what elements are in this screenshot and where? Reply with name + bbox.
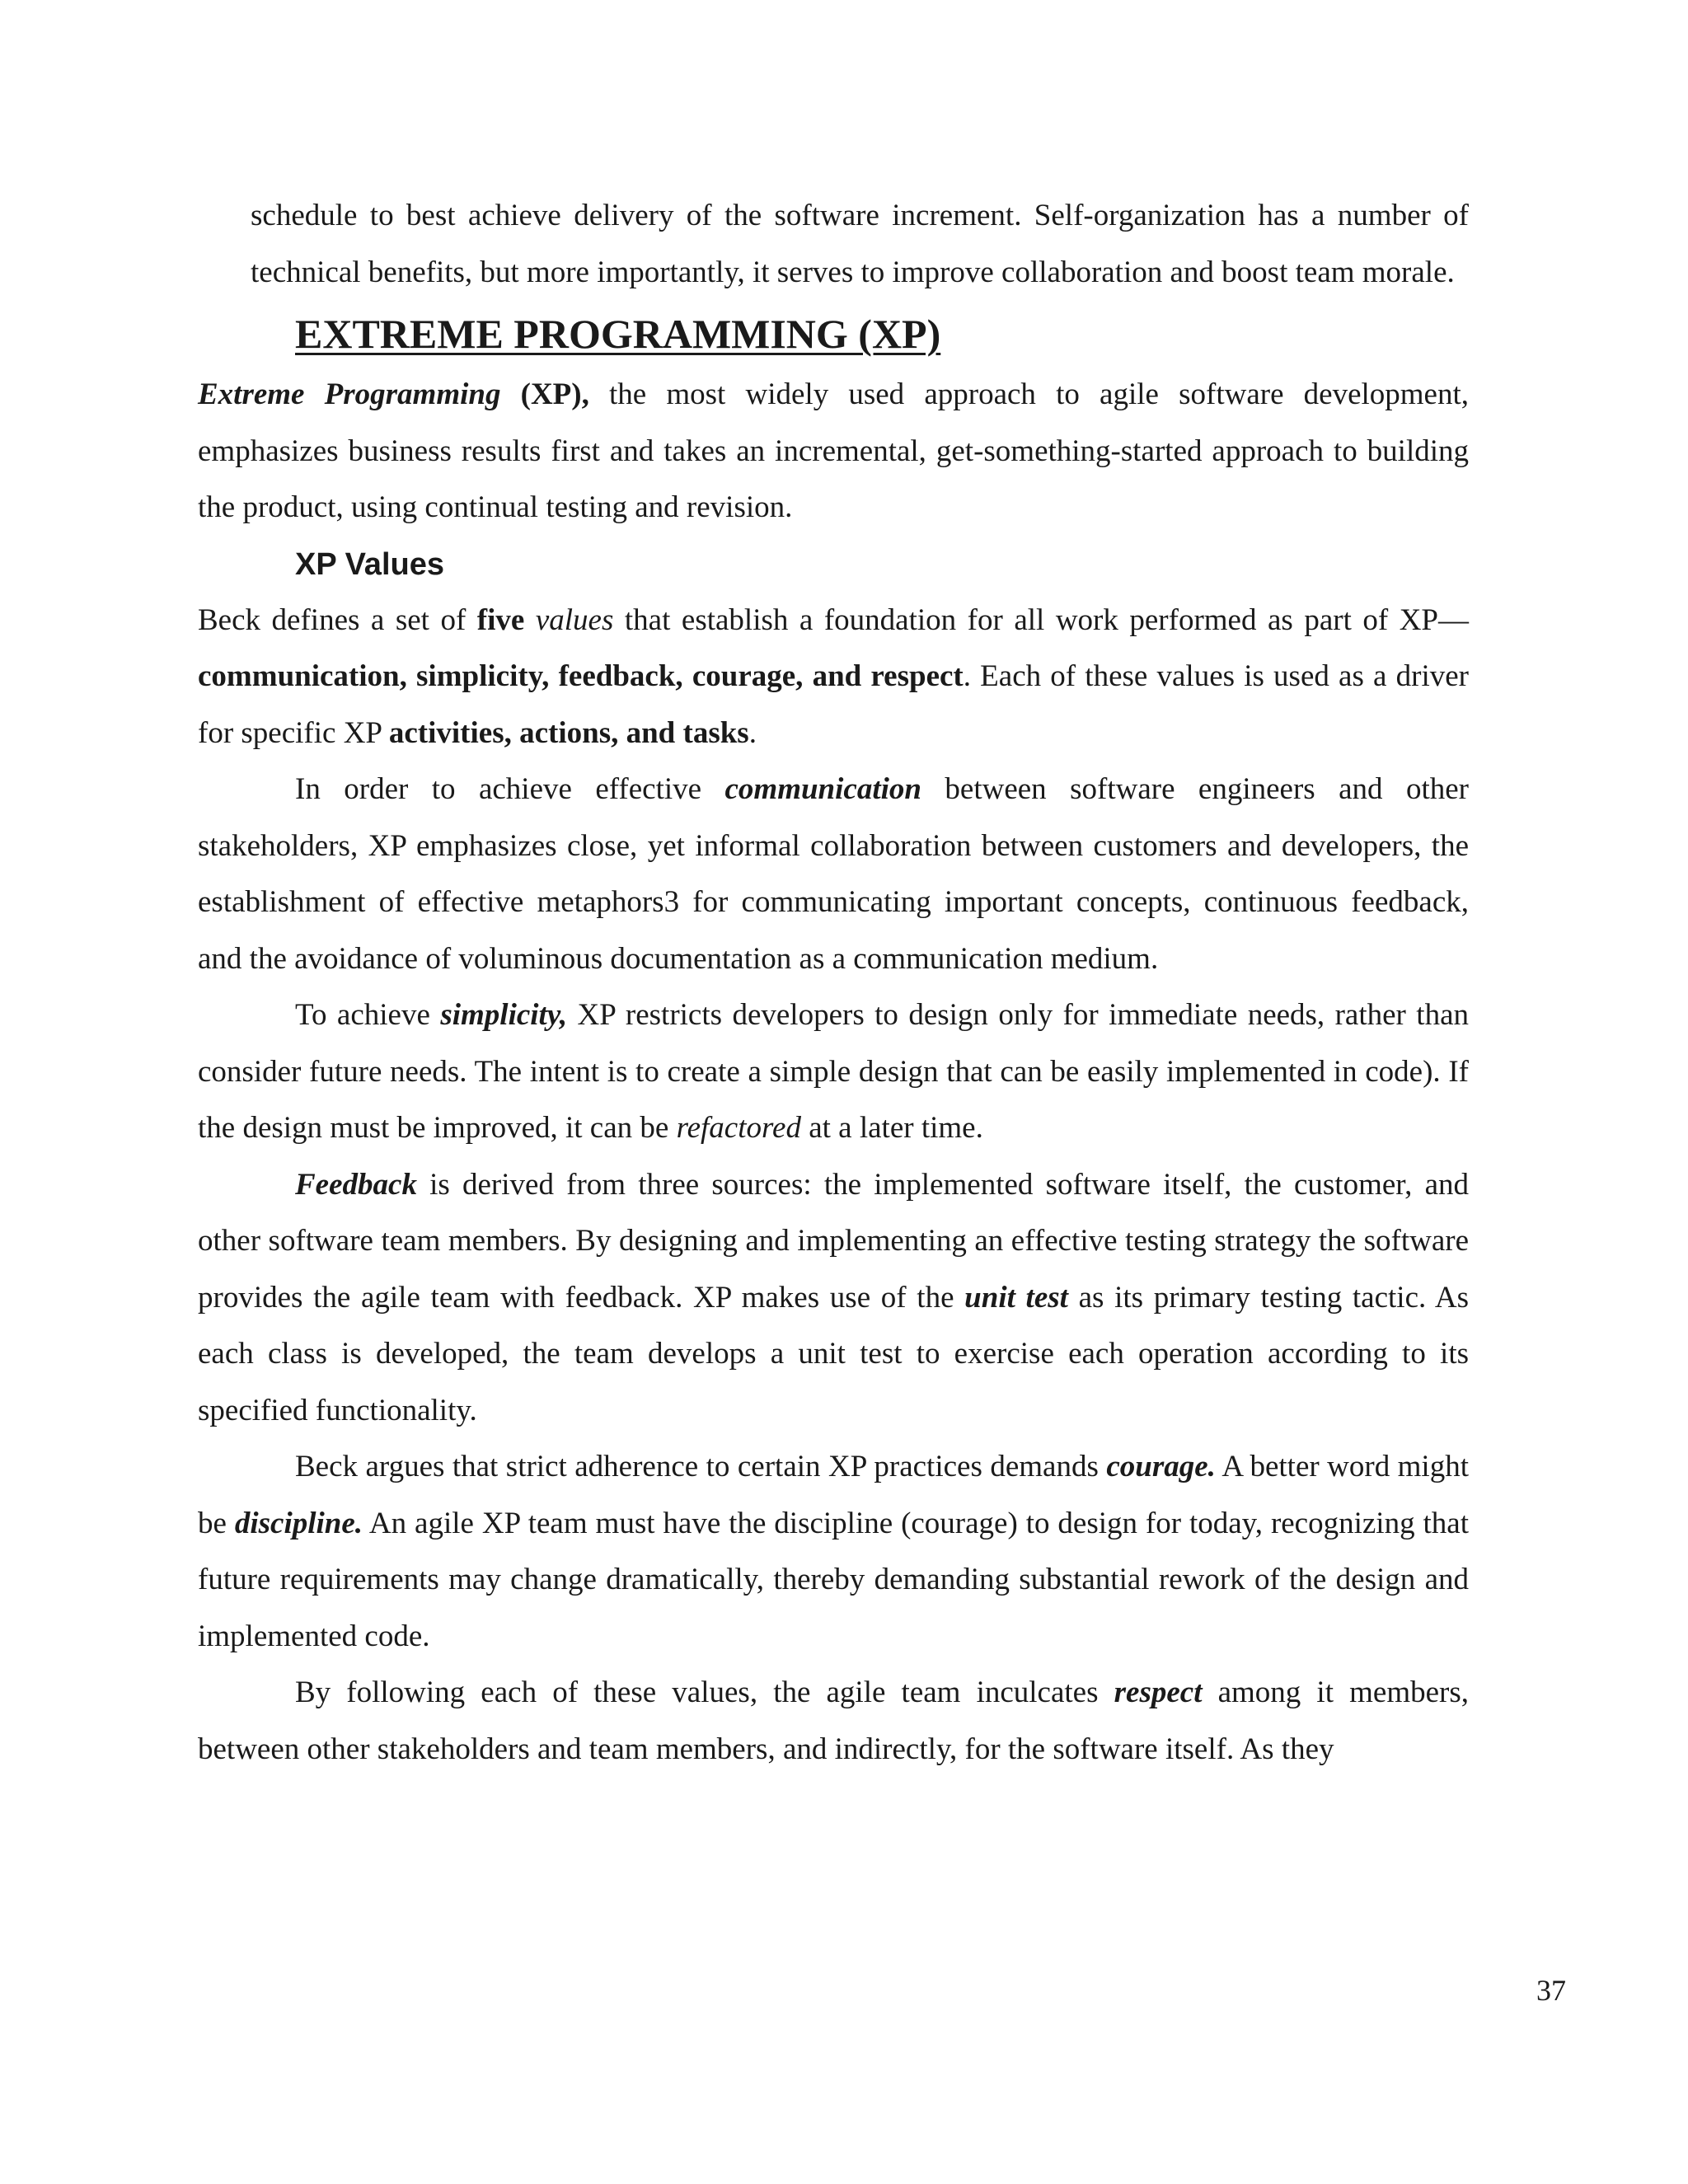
feedback-paragraph bbox=[198, 1157, 1469, 1440]
xp-intro-text: the most widely used approach to agile software development, emphasizes business results first and takes an incremental, get-something-started approach to building the product, using continual testing and revision. bbox=[198, 377, 1470, 524]
simplicity-paragraph bbox=[198, 987, 1469, 1157]
communication-term: communication bbox=[724, 772, 921, 806]
courage-term: courage. bbox=[1106, 1450, 1216, 1483]
simplicity-text-3: at a later time. bbox=[800, 1111, 983, 1145]
communication-text-1: In order to achieve effective bbox=[295, 772, 725, 806]
feedback-text-2: as its primary testing tactic. As each class is developed, the team develops a unit test to exercise each operation according to its specified functionality. bbox=[198, 1280, 1469, 1427]
xp-intro-paragraph bbox=[198, 367, 1469, 537]
values-text-4: . bbox=[748, 715, 757, 750]
five-bold: five bbox=[476, 602, 525, 637]
courage-paragraph bbox=[198, 1439, 1469, 1665]
respect-text-1: By following each of these values, the agile team inculcates bbox=[295, 1675, 1114, 1709]
respect-term: respect bbox=[1114, 1675, 1203, 1709]
page-number: 37 bbox=[1536, 1974, 1566, 2007]
feedback-text-1: is derived from three sources: the implemented software itself, the customer, and other software team members. By designing and implementing an effective testing strategy the software provides the agile team with feedback. XP makes use of the bbox=[198, 1167, 1469, 1315]
values-list-bold: communication, simplicity, feedback, courage, and respect bbox=[198, 659, 964, 693]
discipline-term: discipline. bbox=[234, 1506, 363, 1540]
courage-text-1: Beck argues that strict adherence to certain XP practices demands bbox=[295, 1450, 1107, 1483]
respect-paragraph bbox=[198, 1665, 1469, 1778]
communication-text-2: between software engineers and other stakeholders, XP emphasizes close, yet informal collaboration between customers and developers, the establishment of effective metaphors3 for communicating important concepts, continuous feedback, and the avoidance of voluminous documentation as a communication medium. bbox=[198, 772, 1469, 976]
respect-text-2: among it members, between other stakeholders and team members, and indirectly, for the software itself. As they bbox=[198, 1675, 1469, 1766]
xp-term: Extreme Programming bbox=[198, 377, 501, 411]
values-paragraph bbox=[198, 593, 1469, 762]
refactored-italic: refactored bbox=[676, 1111, 801, 1145]
courage-text-2: A better word might be bbox=[198, 1450, 1469, 1540]
simplicity-text-2: XP restricts developers to design only for immediate needs, rather than consider future needs. The intent is to create a simple design that can be easily implemented in code). If the design must be improved, it can be bbox=[198, 998, 1469, 1145]
simplicity-term: simplicity, bbox=[440, 998, 568, 1032]
values-text-2: that establish a foundation for all work performed as part of XP— bbox=[613, 602, 1469, 637]
subsection-title: XP Values bbox=[295, 546, 444, 582]
page-content bbox=[198, 188, 1469, 1778]
xp-abbr: (XP), bbox=[520, 377, 589, 411]
section-title: EXTREME PROGRAMMING (XP) bbox=[295, 311, 941, 357]
activities-bold: activities, actions, and tasks bbox=[388, 715, 749, 750]
unit-test-term: unit test bbox=[964, 1280, 1068, 1315]
values-text-1: Beck defines a set of bbox=[198, 602, 477, 637]
values-italic: values bbox=[535, 602, 614, 637]
simplicity-text-1: To achieve bbox=[295, 998, 441, 1032]
courage-text-3: An agile XP team must have the discipline (courage) to design for today, recognizing that future requirements may change dramatically, thereby demanding substantial rework of the design and implemented code. bbox=[198, 1506, 1469, 1653]
intro-paragraph: schedule to best achieve delivery of the software increment. Self-organization has a number of technical benefits, but more importantly, it serves to improve collaboration and boost team morale. bbox=[251, 199, 1469, 289]
values-text-3: . Each of these values is used as a driver for specific XP bbox=[198, 659, 1469, 750]
feedback-term: Feedback bbox=[295, 1167, 417, 1202]
communication-paragraph bbox=[198, 762, 1469, 987]
